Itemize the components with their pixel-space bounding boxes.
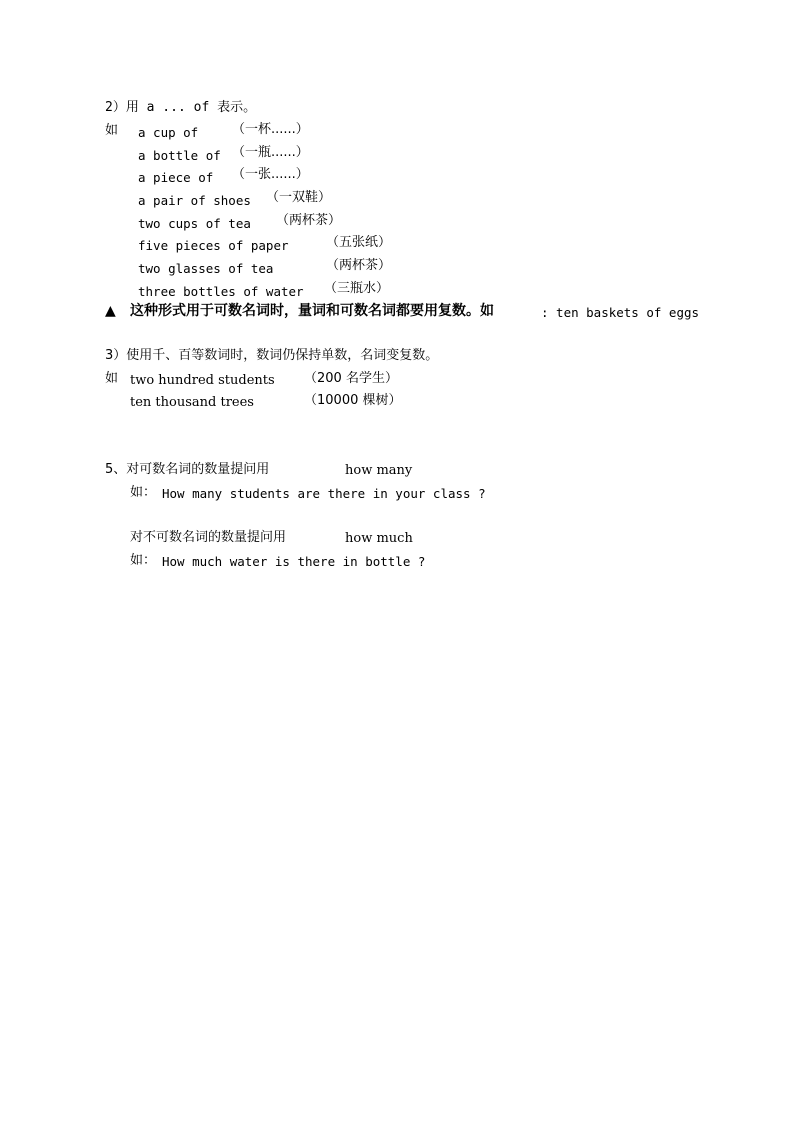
example-cn: （两杯茶）: [326, 258, 392, 273]
note-text: 这种形式用于可数名词时，量词和可数名词都要用复数。如: [130, 303, 494, 319]
example-en: three bottles of water: [138, 284, 304, 299]
example-cn: （一瓶......）: [232, 145, 309, 160]
example-en: two cups of tea: [138, 216, 251, 231]
example-cn: （一双鞋）: [266, 190, 332, 205]
example-en: a cup of: [138, 125, 199, 140]
example-en: a piece of: [138, 170, 214, 185]
example-cn: （一张......）: [232, 167, 309, 182]
section5-uncountable-example: How much water is there in bottle ?: [162, 554, 426, 569]
section2-heading: 2）用 a ... of 表示。: [105, 100, 257, 115]
example-cn: （10000 棵树）: [304, 393, 402, 408]
example-cn: （三瓶水）: [324, 281, 390, 296]
section5-countable-example-prefix: 如：: [130, 485, 157, 500]
section2-prefix: 如: [105, 123, 119, 138]
example-cn: （两杯茶）: [276, 213, 342, 228]
section5-uncountable-example-prefix: 如：: [130, 553, 157, 568]
section3-prefix: 如: [105, 371, 119, 386]
note-example: : ten baskets of eggs: [541, 305, 700, 320]
section5-countable-keyword: how many: [345, 463, 413, 478]
section5-uncountable-text: 对不可数名词的数量提问用: [130, 530, 287, 545]
example-en: a bottle of: [138, 148, 221, 163]
section5-countable-text: 5、对可数名词的数量提问用: [105, 462, 270, 477]
section5-uncountable-keyword: how much: [345, 531, 413, 546]
example-cn: （200 名学生）: [304, 371, 398, 386]
note-marker: ▲: [105, 303, 116, 319]
example-en: five pieces of paper: [138, 238, 289, 253]
section5-countable-example: How many students are there in your class ?: [162, 486, 486, 501]
example-cn: （一杯......）: [232, 122, 309, 137]
example-en: two glasses of tea: [138, 261, 274, 276]
example-en: ten thousand trees: [130, 395, 254, 410]
example-en: a pair of shoes: [138, 193, 251, 208]
example-cn: （五张纸）: [326, 235, 392, 250]
example-en: two hundred students: [130, 373, 275, 388]
section3-heading: 3）使用千、百等数词时，数词仍保持单数，名词变复数。: [105, 348, 439, 363]
